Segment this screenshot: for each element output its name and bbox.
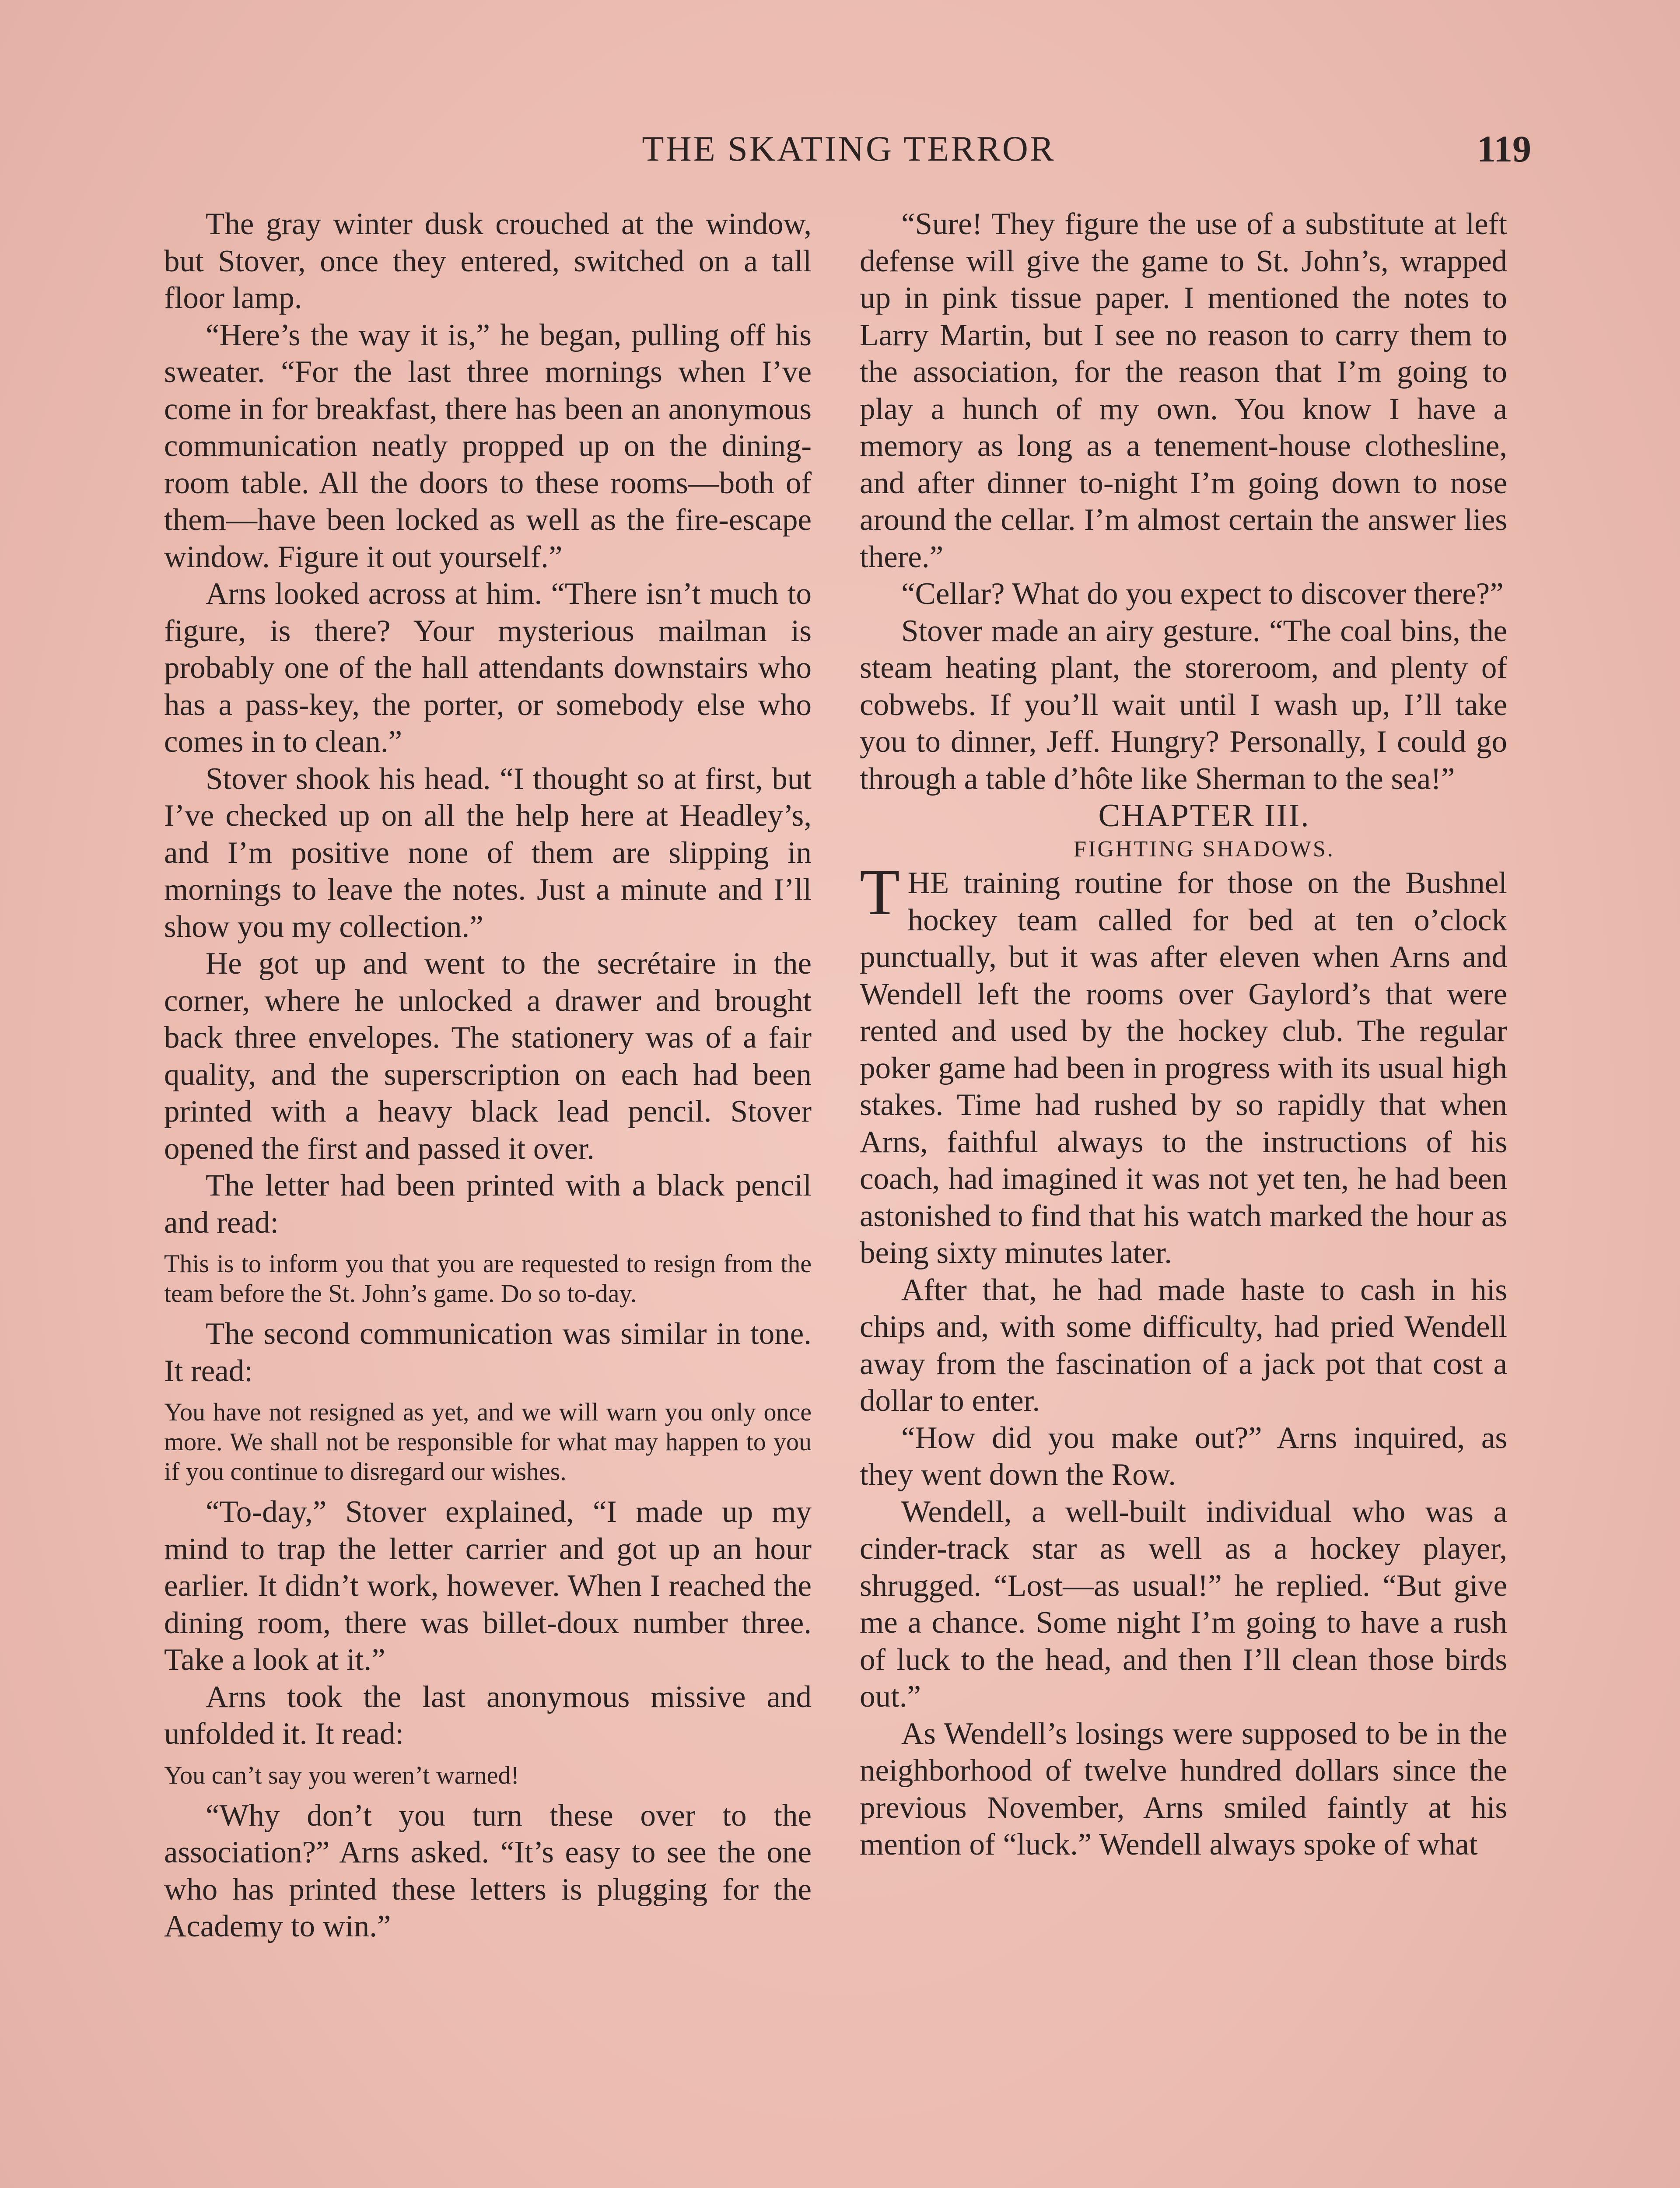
paragraph: “To-day,” Stover explained, “I made up my mind to trap the letter carrier and got up an hour earlier. It didn’t work, however. When I reached the dining room, there was billet-doux number three. Take a look at it.” (164, 1495, 812, 1677)
paragraph: Wendell, a well-built individual who was a cinder-track star as well as a hockey player, shrugged. “Lost—as usual!” he replied. “But give me a chance. Some night I’m going to have a rush of luck to the head, and then I’ll clean those birds out.” (860, 1494, 1507, 1714)
paragraph: Stover shook his head. “I thought so at first, but I’ve checked up on all the help here at Headley’s, and I’m positive none of them are slipping in mornings to leave the notes. Just a minute and I’ll show you my collection.” (164, 761, 812, 944)
chapter-opening-text: HE training routine for those on the Bushnel hockey team called for bed at ten o’clock punctually, but it was after eleven when Arns and Wendell left the rooms over Gaylord’s that were rented and used by the hockey club. The regular poker game had been in progress with its usual high stakes. Time had rushed by so rapidly that when Arns, faithful always to the instructions of his coach, had imagined it was not yet ten, he had been astonished to find that his watch marked the hour as being sixty minutes later. (860, 866, 1507, 1270)
paragraph: As Wendell’s losings were supposed to be in the neighborhood of twelve hundred dollars since the previous November, Arns smiled faintly at his mention of “luck.” Wendell always spoke of what (860, 1716, 1507, 1862)
chapter-heading: CHAPTER III. (1098, 798, 1310, 834)
paragraph: He got up and went to the secrétaire in the corner, where he unlocked a drawer and brought back three envelopes. The stationery was of a fair quality, and the superscription on each had been printed with a heavy black lead pencil. Stover opened the first and passed it over. (164, 947, 812, 1166)
paragraph: “Sure! They figure the use of a substitute at left defense will give the game to St. John’s, wrapped up in pink tissue paper. I mentioned the notes to Larry Martin, but I see no reason to carry them to the association, for the reason that I’m going to play a hunch of my own. You know I have a memory as long as a tenement-house clothesline, and after dinner to-night I’m going down to nose around the cellar. I’m almost certain the answer lies there.” (860, 207, 1507, 574)
chapter-opening-paragraph (860, 856, 1507, 1272)
paragraph: “Here’s the way it is,” he began, pulling off his sweater. “For the last three mornings when I’ve come in for breakfast, there has been an anonymous communication neatly propped up on the dining-room table. All the doors to these rooms—both of them—have been locked as well as the fire-escape window. Figure it out yourself.” (164, 318, 812, 574)
paragraph: The second communication was similar in tone. It read: (164, 1317, 812, 1388)
page-header (166, 125, 1531, 177)
quoted-letter: This is to inform you that you are requested to resign from the team before the St. John’s game. Do so to-day. (164, 1249, 812, 1308)
chapter-subtitle: FIGHTING SHADOWS. (1074, 837, 1335, 862)
paragraph: Arns took the last anonymous missive and unfolded it. It read: (164, 1680, 812, 1751)
running-title: THE SKATING TERROR (642, 129, 1056, 168)
paragraph: Arns looked across at him. “There isn’t much to figure, is there? Your mysterious mailman is probably one of the hall attendants downstairs who has a pass-key, the porter, or somebody else who comes in to clean.” (164, 577, 812, 759)
quoted-letter: You have not resigned as yet, and we will warn you only once more. We shall not be responsible for what may happen to you if you continue to disregard our wishes. (164, 1398, 812, 1486)
page-number: 119 (1477, 128, 1531, 170)
left-column (164, 206, 812, 1945)
drop-cap: T (860, 856, 900, 929)
paragraph: “Why don’t you turn these over to the association?” Arns asked. “It’s easy to see the one who has printed these letters is plugging for the Academy to win.” (164, 1798, 812, 1943)
paragraph: After that, he had made haste to cash in his chips and, with some difficulty, had pried Wendell away from the fascination of a jack pot that cost a dollar to enter. (860, 1273, 1507, 1418)
paragraph: “Cellar? What do you expect to discover there?” (901, 577, 1504, 611)
quoted-letter: You can’t say you weren’t warned! (164, 1760, 519, 1789)
paragraph: “How did you make out?” Arns inquired, as they went down the Row. (860, 1420, 1507, 1492)
paragraph: The letter had been printed with a black pencil and read: (164, 1168, 812, 1240)
right-column (860, 206, 1507, 1863)
paragraph: The gray winter dusk crouched at the window, but Stover, once they entered, switched on a tall floor lamp. (164, 207, 812, 315)
paragraph: Stover made an airy gesture. “The coal bins, the steam heating plant, the storeroom, and plenty of cobwebs. If you’ll wait until I wash up, I’ll take you to dinner, Jeff. Hungry? Personally, I could go through a table d’hôte like Sherman to the sea!” (860, 614, 1507, 796)
